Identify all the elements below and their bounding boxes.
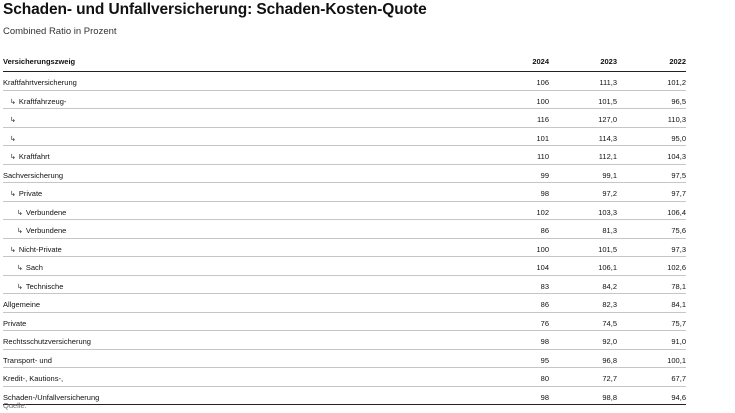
value-2023: 112,1 [598,152,617,161]
row-label-text: Nicht-Private [18,244,62,254]
value-2024: 116 [537,115,549,124]
row-label-text: Kredit-, Kautions-, [3,374,64,383]
table-row [3,91,686,110]
sub-row-arrow-icon: ↳ [10,98,16,106]
table-row [3,368,686,387]
row-label-text: Private [18,189,43,198]
row-label [10,134,19,145]
row-label-text: Verbundene [25,226,67,235]
sub-row-arrow-icon: ↳ [10,154,16,161]
value-2024: 80 [540,374,549,383]
column-header-branch: Versicherungszweig [3,57,76,66]
value-2024: 110 [537,152,549,161]
row-label [10,97,66,108]
value-2023: 103,3 [598,207,617,217]
value-2023: 81,3 [602,226,617,235]
column-header-2022: 2022 [669,57,686,66]
table-row [3,202,686,221]
value-2022: 102,6 [667,263,686,272]
value-2022: 100,1 [667,355,686,365]
row-label-text: Verbundene [25,207,67,217]
value-2022: 101,2 [667,78,686,87]
value-2022: 91,0 [671,337,686,346]
value-2022: 104,3 [667,152,686,161]
row-label [17,263,43,274]
table-row [3,350,686,369]
row-label-text: Private [3,318,27,328]
row-label-text: Kraftfahrt [18,152,50,161]
value-2024: 83 [540,281,549,291]
value-2022: 97,3 [671,244,686,254]
row-label-text: Sach [25,263,43,272]
value-2023: 92,0 [602,337,617,346]
row-label [3,356,52,366]
value-2024: 98 [540,337,549,346]
row-label [3,337,91,347]
table-row [3,146,686,165]
table-row [3,294,686,313]
sub-row-arrow-icon: ↳ [17,283,23,291]
value-2023: 84,2 [602,281,617,291]
value-2023: 99,1 [602,170,617,180]
value-2023: 101,5 [598,244,617,254]
value-2022: 97,5 [671,170,686,180]
sub-row-arrow-icon: ↳ [10,135,16,143]
row-label [10,152,50,163]
sub-row-arrow-icon: ↳ [17,265,23,272]
value-2024: 98 [540,392,549,402]
row-label-text: Sachversicherung [3,170,64,180]
value-2023: 114,3 [598,133,617,143]
row-label [10,189,42,200]
value-2023: 74,5 [602,318,617,328]
value-2022: 78,1 [671,281,686,291]
source-label: Quelle: [3,401,27,410]
value-2023: 111,3 [599,78,617,87]
row-label [10,245,62,256]
table-row [3,183,686,202]
value-2022: 94,6 [671,392,686,402]
value-2023: 98,8 [602,392,617,402]
row-label-text: Allgemeine [3,300,41,309]
value-2023: 127,0 [598,115,617,124]
value-2022: 75,6 [671,226,686,235]
value-2024: 86 [540,300,549,309]
value-2024: 101 [536,133,549,143]
table-row [3,109,686,128]
table-row [3,165,686,184]
table-header [3,52,686,72]
value-2024: 76 [540,318,549,328]
value-2022: 67,7 [671,374,686,383]
value-2024: 86 [540,226,549,235]
column-header-2023: 2023 [600,57,617,66]
table-row [3,257,686,276]
table-row [3,220,686,239]
value-2024: 106 [536,78,549,87]
row-label [17,226,66,237]
value-2023: 82,3 [602,300,617,309]
value-2023: 106,1 [598,263,617,272]
value-2022: 110,3 [667,115,686,124]
sub-row-arrow-icon: ↳ [17,209,23,217]
value-2022: 96,5 [671,96,686,106]
value-2022: 84,1 [671,300,686,309]
value-2023: 72,7 [602,374,617,383]
value-2024: 99 [540,170,549,180]
column-header-2024: 2024 [532,57,549,66]
row-label [3,78,77,88]
row-label [17,282,63,293]
row-label-text: Kraftfahrtversicherung [3,78,77,87]
table-row [3,239,686,258]
table-row [3,276,686,295]
value-2024: 102 [536,207,549,217]
value-2024: 100 [536,96,549,106]
value-2022: 97,7 [671,189,686,198]
table-body [3,72,686,405]
value-2022: 75,7 [671,318,686,328]
table-row [3,72,686,91]
value-2024: 98 [540,189,549,198]
data-table [3,52,686,405]
value-2022: 95,0 [671,133,686,143]
page-title: Schaden- und Unfallversicherung: Schaden-Kosten-Quote [3,1,427,18]
table-row [3,331,686,350]
row-label [10,115,19,126]
table-row [3,387,686,406]
value-2024: 104 [536,263,549,272]
row-label [3,171,63,181]
row-label-text: Schaden-/Unfallversicherung [3,392,100,402]
sub-row-arrow-icon: ↳ [10,117,16,124]
row-label-text: Transport- und [3,355,52,365]
sub-row-arrow-icon: ↳ [17,228,23,235]
sub-row-arrow-icon: ↳ [10,246,16,254]
row-label-text: Technische [25,281,64,291]
row-label [3,374,63,384]
value-2024: 100 [536,244,549,254]
row-label [3,300,40,310]
value-2023: 97,2 [602,189,617,198]
row-label [3,319,26,329]
row-label-text: Rechtsschutzversicherung [3,337,91,346]
row-label-text: Kraftfahrzeug- [18,96,67,106]
row-label [17,208,66,219]
value-2022: 106,4 [667,207,686,217]
table-row [3,128,686,147]
page-subtitle: Combined Ratio in Prozent [3,26,117,37]
table-row [3,313,686,332]
value-2023: 96,8 [602,355,617,365]
sub-row-arrow-icon: ↳ [10,191,16,198]
value-2024: 95 [540,355,549,365]
value-2023: 101,5 [598,96,617,106]
